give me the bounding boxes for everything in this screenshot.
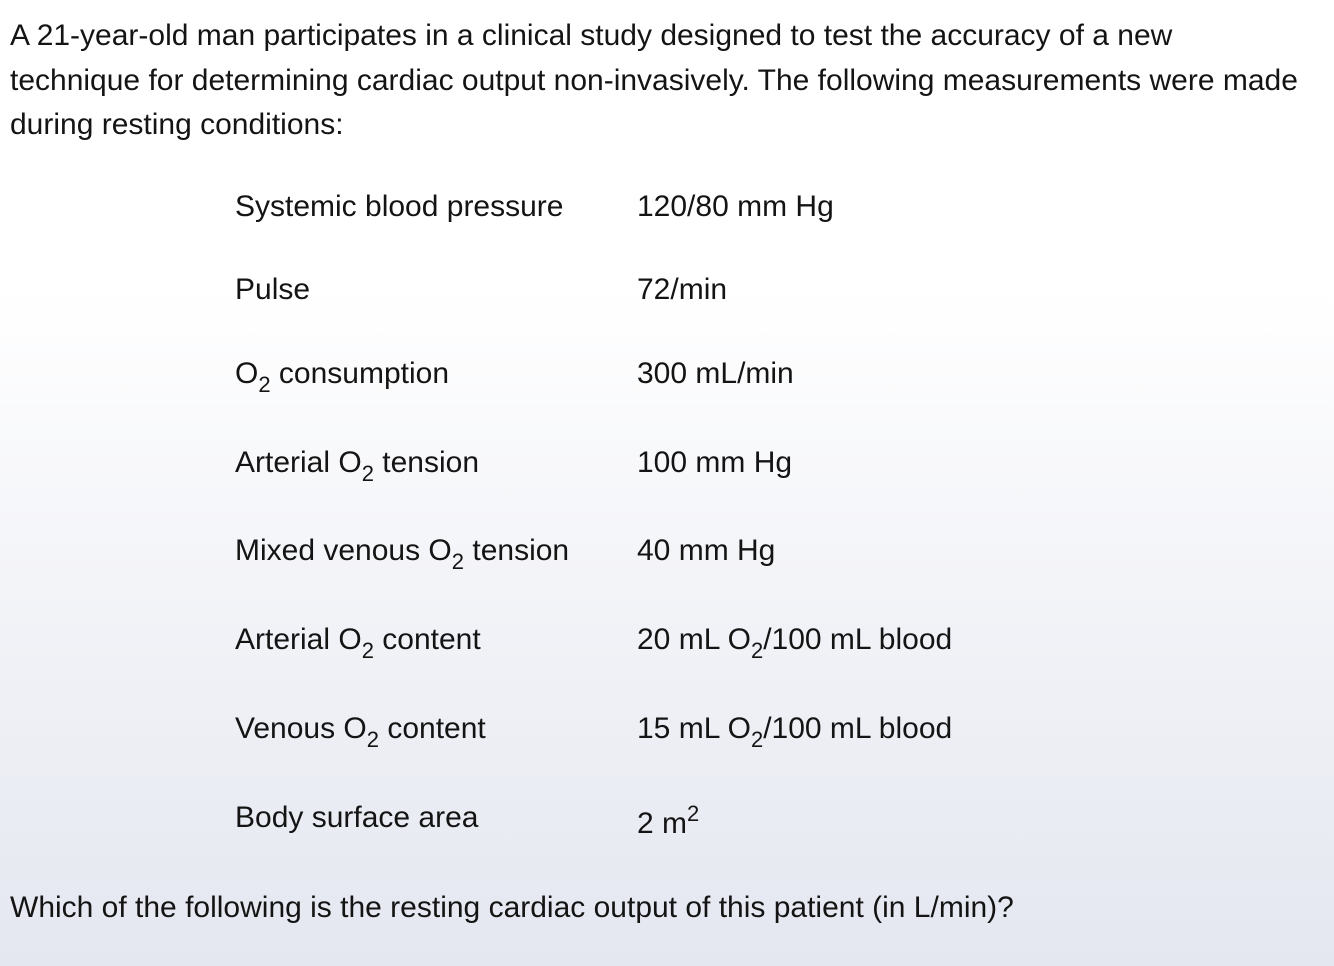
measurement-value: 2 $m^2$ <box>637 801 700 840</box>
measurement-label: Mixed venous $O_2$ tension <box>235 534 570 574</box>
measurement-label: Arterial $O_2$ tension <box>235 446 480 486</box>
measurement-value: 15 mL $O_2/100$ mL blood <box>637 712 953 752</box>
measurement-row-systemic-bp <box>0 185 1334 229</box>
measurement-label: Arterial $O_2$ content <box>235 623 481 663</box>
measurement-label: Systemic blood pressure <box>235 190 564 223</box>
measurement-row-body-surface-area <box>0 796 1334 840</box>
measurement-row-pulse <box>0 268 1334 312</box>
measurement-row-mixed-venous-o2-tension <box>0 529 1334 573</box>
question-prompt: Which of the following is the resting cardiac output of this patient (in L/min)? <box>10 891 1014 924</box>
measurement-value: 20 mL $O_2/100$ mL blood <box>637 623 953 663</box>
measurement-value: 300 mL/min <box>637 357 794 390</box>
measurement-label: Pulse <box>235 273 311 306</box>
measurement-label: Body surface area <box>235 801 479 834</box>
measurement-label: Venous $O_2$ content <box>235 712 486 752</box>
measurement-row-venous-o2-content <box>0 707 1334 751</box>
measurement-value: 120/80 mm Hg <box>637 190 834 223</box>
measurement-value: 72/min <box>637 273 728 306</box>
measurement-row-arterial-o2-content <box>0 618 1334 662</box>
measurement-row-o2-consumption <box>0 352 1334 396</box>
question-stem: A 21-year-old man participates in a clinical study designed to test the accuracy of a new technique for determining cardiac output non-invasively. The following measurements were made during resting conditions: <box>10 19 1298 141</box>
measurement-value: 100 mm Hg <box>637 446 793 479</box>
measurement-row-arterial-o2-tension <box>0 441 1334 485</box>
measurement-label: $O_2$ consumption <box>235 357 450 397</box>
measurement-value: 40 mm Hg <box>637 534 776 567</box>
